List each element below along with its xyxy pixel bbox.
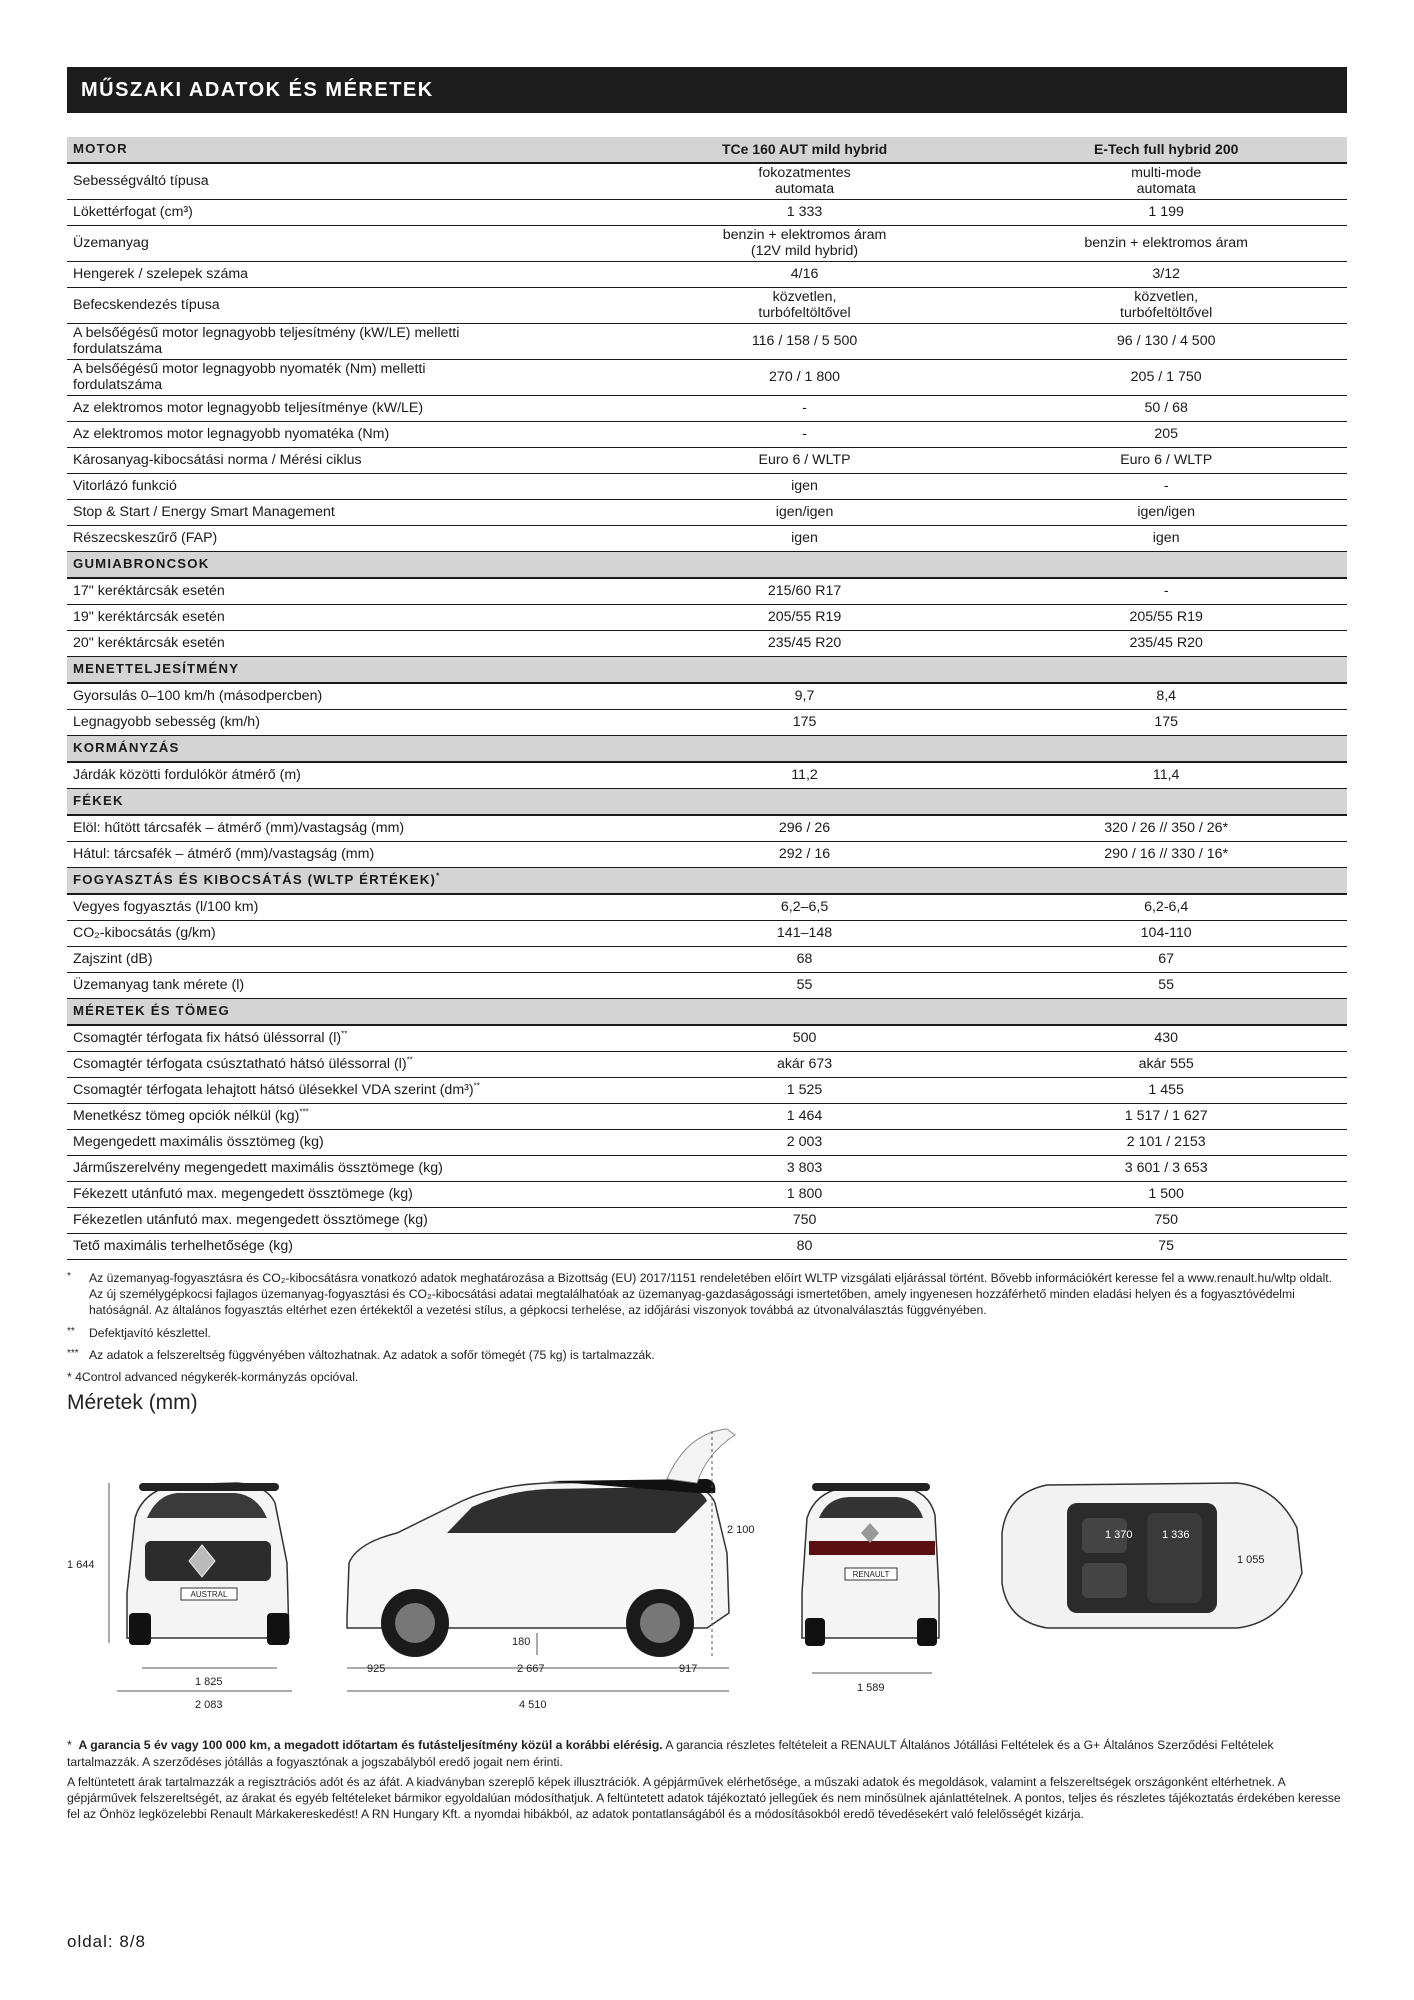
table-row (67, 200, 1347, 226)
value-etech200: - (985, 474, 1347, 500)
value-etech200: 1 199 (985, 200, 1347, 226)
front-badge: AUSTRAL (190, 1590, 228, 1600)
column-header (624, 552, 986, 579)
dim-top-c: 1 055 (1237, 1554, 1265, 1567)
value-tce160: 296 / 26 (624, 815, 986, 842)
table-row (67, 815, 1347, 842)
table-row (67, 578, 1347, 605)
row-label: Járdák közötti fordulókör átmérő (m) (67, 762, 624, 789)
footnote: * Az üzemanyag-fogyasztásra és CO₂-kibocsátásra vonatkozó adatok meghatározása a Bizottság (EU) 2017/1151 rendeletében előírt WLTP vizsgálati eljárással történt. Bővebb információkért keresse fel a www.renault.hu/wltp oldalt. Az új személygépkocsi fajlagos üzemanyag-fogyasztási és CO₂-kibocsátási adatai megtalálhatóak az üzemanyag-gazdaságossági ismertetőben, amely ingyenesen hozzáférhető minden eladási helyen és a fogyasztóvédelmi hatóságnál. Az általános fogyasztás eltérhet ezen értékektől a vezetési stílus, a gépkocsi terhelése, az időjárási viszonyok továbbá az útvonalválasztás függvényében. (67, 1271, 1333, 1318)
section-title: FÉKEK (67, 789, 624, 816)
value-tce160: 215/60 R17 (624, 578, 986, 605)
column-header: E-Tech full hybrid 200 (985, 137, 1347, 163)
column-header (985, 552, 1347, 579)
table-row (67, 973, 1347, 999)
section-header (67, 868, 1347, 895)
table-row (67, 631, 1347, 657)
dim-side-height: 2 100 (727, 1524, 755, 1537)
footer-text (67, 1737, 1347, 1822)
value-etech200: igen/igen (985, 500, 1347, 526)
dim-top-b: 1 336 (1162, 1529, 1190, 1542)
page-title: MŰSZAKI ADATOK ÉS MÉRETEK (67, 67, 1347, 113)
value-etech200: - (985, 578, 1347, 605)
value-tce160: 500 (624, 1025, 986, 1052)
value-etech200: 75 (985, 1234, 1347, 1260)
table-row (67, 422, 1347, 448)
row-label: Legnagyobb sebesség (km/h) (67, 710, 624, 736)
value-tce160: közvetlen, turbófeltöltővel (624, 288, 986, 324)
spec-page (67, 67, 1347, 1826)
footnotes (67, 1270, 1347, 1385)
section-title: GUMIABRONCSOK (67, 552, 624, 579)
rear-view-car (802, 1483, 939, 1646)
dimensions-title: Méretek (mm) (67, 1391, 198, 1415)
dim-rear-track: 1 589 (857, 1682, 885, 1695)
row-label: A belsőégésű motor legnagyobb teljesítmény (kW/LE) melletti fordulatszáma (67, 324, 624, 360)
value-tce160: 1 464 (624, 1104, 986, 1130)
value-tce160: - (624, 422, 986, 448)
row-label: Járműszerelvény megengedett maximális össztömege (kg) (67, 1156, 624, 1182)
footnote: *** Az adatok a felszereltség függvényében változhatnak. Az adatok a sofőr tömegét (75 kg) is tartalmazzák. (67, 1347, 655, 1362)
value-etech200: multi-mode automata (985, 163, 1347, 200)
spec-table (67, 137, 1347, 1260)
table-row (67, 226, 1347, 262)
value-etech200: 96 / 130 / 4 500 (985, 324, 1347, 360)
row-label: Hátul: tárcsafék – átmérő (mm)/vastagság (mm) (67, 842, 624, 868)
value-tce160: benzin + elektromos áram (12V mild hybrid) (624, 226, 986, 262)
value-etech200: 290 / 16 // 330 / 16* (985, 842, 1347, 868)
dim-rear-overhang: 917 (679, 1663, 698, 1676)
table-row (67, 1234, 1347, 1260)
row-label: 19" keréktárcsák esetén (67, 605, 624, 631)
table-row (67, 526, 1347, 552)
value-etech200: 6,2-6,4 (985, 894, 1347, 921)
value-tce160: akár 673 (624, 1052, 986, 1078)
section-title: MOTOR (67, 137, 624, 163)
column-header (624, 736, 986, 763)
value-tce160: igen/igen (624, 500, 986, 526)
dimension-drawings (67, 1423, 1347, 1723)
rear-badge: RENAULT (852, 1570, 890, 1580)
row-label: 20" keréktárcsák esetén (67, 631, 624, 657)
value-etech200: 11,4 (985, 762, 1347, 789)
value-etech200: 1 500 (985, 1182, 1347, 1208)
value-etech200: 175 (985, 710, 1347, 736)
section-header (67, 789, 1347, 816)
row-label: Csomagtér térfogata csúsztatható hátsó üléssorral (l)** (67, 1052, 624, 1078)
value-tce160: 2 003 (624, 1130, 986, 1156)
table-row (67, 1052, 1347, 1078)
row-label: CO₂-kibocsátás (g/km) (67, 921, 624, 947)
row-label: Befecskendezés típusa (67, 288, 624, 324)
value-etech200: akár 555 (985, 1052, 1347, 1078)
table-row (67, 324, 1347, 360)
value-tce160: 270 / 1 800 (624, 360, 986, 396)
value-etech200: 750 (985, 1208, 1347, 1234)
row-label: Csomagtér térfogata fix hátsó üléssorral (l)** (67, 1025, 624, 1052)
section-header (67, 999, 1347, 1026)
value-etech200: 205 / 1 750 (985, 360, 1347, 396)
row-label: Csomagtér térfogata lehajtott hátsó ülésekkel VDA szerint (dm³)** (67, 1078, 624, 1104)
column-header (985, 736, 1347, 763)
value-tce160: 116 / 158 / 5 500 (624, 324, 986, 360)
row-label: Tető maximális terhelhetősége (kg) (67, 1234, 624, 1260)
value-etech200: közvetlen, turbófeltöltővel (985, 288, 1347, 324)
dim-top-a: 1 370 (1105, 1529, 1133, 1542)
front-view-car (127, 1483, 289, 1645)
column-header: TCe 160 AUT mild hybrid (624, 137, 986, 163)
table-row (67, 163, 1347, 200)
section-header (67, 736, 1347, 763)
table-row (67, 1104, 1347, 1130)
row-label: Részecskeszűrő (FAP) (67, 526, 624, 552)
row-label: Sebességváltó típusa (67, 163, 624, 200)
table-row (67, 1156, 1347, 1182)
row-label: Megengedett maximális össztömeg (kg) (67, 1130, 624, 1156)
side-view-car (347, 1429, 735, 1657)
table-row (67, 1208, 1347, 1234)
footnote: * 4Control advanced négykerék-kormányzás opcióval. (67, 1370, 359, 1385)
page-number: oldal: 8/8 (67, 1932, 146, 1951)
value-tce160: 1 333 (624, 200, 986, 226)
value-etech200: 205 (985, 422, 1347, 448)
table-row (67, 360, 1347, 396)
car-dimension-svg (67, 1423, 1347, 1723)
value-tce160: 6,2–6,5 (624, 894, 986, 921)
warranty-note: * A garancia 5 év vagy 100 000 km, a megadott időtartam és futásteljesítmény közül a korábbi elérésig. A garancia részletes feltételeit a RENAULT Általános Jótállási Feltételek és a G+ Általános Szerződési Feltételek tartalmazzák. A szerződéses jótállás a fogyasztónak a jogszabályból eredő jogait nem érinti. (67, 1738, 1274, 1769)
value-etech200: 1 517 / 1 627 (985, 1104, 1347, 1130)
row-label: Menetkész tömeg opciók nélkül (kg)*** (67, 1104, 624, 1130)
value-tce160: Euro 6 / WLTP (624, 448, 986, 474)
value-tce160: 205/55 R19 (624, 605, 986, 631)
value-tce160: 750 (624, 1208, 986, 1234)
row-label: 17" keréktárcsák esetén (67, 578, 624, 605)
table-row (67, 448, 1347, 474)
value-etech200: 8,4 (985, 683, 1347, 710)
section-header (67, 137, 1347, 163)
row-label: Fékezett utánfutó max. megengedett össztömege (kg) (67, 1182, 624, 1208)
table-row (67, 500, 1347, 526)
value-etech200: 1 455 (985, 1078, 1347, 1104)
row-label: A belsőégésű motor legnagyobb nyomaték (Nm) melletti fordulatszáma (67, 360, 624, 396)
column-header (624, 657, 986, 684)
value-tce160: 292 / 16 (624, 842, 986, 868)
table-row (67, 683, 1347, 710)
table-row (67, 396, 1347, 422)
table-row (67, 1130, 1347, 1156)
value-etech200: 3/12 (985, 262, 1347, 288)
value-tce160: 11,2 (624, 762, 986, 789)
table-row (67, 1182, 1347, 1208)
value-tce160: fokozatmentes automata (624, 163, 986, 200)
value-etech200: 320 / 26 // 350 / 26* (985, 815, 1347, 842)
table-row (67, 262, 1347, 288)
value-etech200: benzin + elektromos áram (985, 226, 1347, 262)
row-label: Stop & Start / Energy Smart Management (67, 500, 624, 526)
column-header (985, 789, 1347, 816)
table-row (67, 842, 1347, 868)
section-title: MENETTELJESÍTMÉNY (67, 657, 624, 684)
value-tce160: 9,7 (624, 683, 986, 710)
column-header (985, 868, 1347, 895)
value-etech200: igen (985, 526, 1347, 552)
value-tce160: - (624, 396, 986, 422)
row-label: Gyorsulás 0–100 km/h (másodpercben) (67, 683, 624, 710)
value-tce160: 80 (624, 1234, 986, 1260)
value-etech200: 430 (985, 1025, 1347, 1052)
value-etech200: 2 101 / 2153 (985, 1130, 1347, 1156)
row-label: Üzemanyag tank mérete (l) (67, 973, 624, 999)
dim-front-width: 2 083 (195, 1699, 223, 1712)
table-row (67, 1025, 1347, 1052)
table-row (67, 921, 1347, 947)
table-row (67, 474, 1347, 500)
value-tce160: igen (624, 526, 986, 552)
footnote: ** Defektjavító készlettel. (67, 1325, 211, 1340)
row-label: Az elektromos motor legnagyobb teljesítménye (kW/LE) (67, 396, 624, 422)
table-row (67, 605, 1347, 631)
value-tce160: 175 (624, 710, 986, 736)
table-row (67, 947, 1347, 973)
table-row (67, 710, 1347, 736)
value-tce160: 235/45 R20 (624, 631, 986, 657)
table-row (67, 894, 1347, 921)
dim-length: 4 510 (519, 1699, 547, 1712)
dim-wheelbase: 2 667 (517, 1663, 545, 1676)
row-label: Hengerek / szelepek száma (67, 262, 624, 288)
section-header (67, 657, 1347, 684)
row-label: Az elektromos motor legnagyobb nyomatéka (Nm) (67, 422, 624, 448)
value-etech200: 50 / 68 (985, 396, 1347, 422)
section-title: FOGYASZTÁS ÉS KIBOCSÁTÁS (WLTP ÉRTÉKEK)* (67, 868, 624, 895)
value-etech200: 3 601 / 3 653 (985, 1156, 1347, 1182)
value-tce160: 68 (624, 947, 986, 973)
value-etech200: 104-110 (985, 921, 1347, 947)
row-label: Zajszint (dB) (67, 947, 624, 973)
table-row (67, 762, 1347, 789)
section-title: KORMÁNYZÁS (67, 736, 624, 763)
dim-ground-clearance: 180 (512, 1636, 531, 1649)
section-title: MÉRETEK ÉS TÖMEG (67, 999, 624, 1026)
value-etech200: 67 (985, 947, 1347, 973)
value-tce160: igen (624, 474, 986, 500)
dim-front-height: 1 644 (67, 1559, 95, 1572)
value-tce160: 1 525 (624, 1078, 986, 1104)
dim-front-overhang: 925 (367, 1663, 386, 1676)
column-header (624, 999, 986, 1026)
row-label: Fékezetlen utánfutó max. megengedett össztömege (kg) (67, 1208, 624, 1234)
row-label: Üzemanyag (67, 226, 624, 262)
table-row (67, 288, 1347, 324)
section-header (67, 552, 1347, 579)
value-tce160: 3 803 (624, 1156, 986, 1182)
table-row (67, 1078, 1347, 1104)
value-etech200: 235/45 R20 (985, 631, 1347, 657)
value-tce160: 1 800 (624, 1182, 986, 1208)
value-tce160: 55 (624, 973, 986, 999)
row-label: Vitorlázó funkció (67, 474, 624, 500)
value-tce160: 141–148 (624, 921, 986, 947)
row-label: Lökettérfogat (cm³) (67, 200, 624, 226)
row-label: Elöl: hűtött tárcsafék – átmérő (mm)/vastagság (mm) (67, 815, 624, 842)
column-header (985, 999, 1347, 1026)
column-header (624, 789, 986, 816)
column-header (624, 868, 986, 895)
row-label: Vegyes fogyasztás (l/100 km) (67, 894, 624, 921)
value-etech200: 205/55 R19 (985, 605, 1347, 631)
disclaimer: A feltüntetett árak tartalmazzák a regisztrációs adót és az áfát. A kiadványban szereplő képek illusztrációk. A gépjárművek elérhetősége, a műszaki adatok és megoldások, valamint a felszereltségek országonként eltérhetnek. A gépjárművek felszereltségét, az árakat és egyéb feltételeket bármikor egyoldalúan módosíthatjuk. A feltüntetett adatok tájékoztató jellegűek és nem minősülnek ajánlattételnek. A pontos, teljes és részletes tájékoztatás érdekében keresse fel az Önhöz legközelebbi Renault Márkakereskedést! A RN Hungary Kft. a nyomdai hibákból, az adatok pontatlanságából és a módosításokból eredő tévedésekért való felelősségét kizárja. (67, 1774, 1341, 1822)
row-label: Károsanyag-kibocsátási norma / Mérési ciklus (67, 448, 624, 474)
column-header (985, 657, 1347, 684)
dim-front-track: 1 825 (195, 1676, 223, 1689)
value-etech200: 55 (985, 973, 1347, 999)
value-etech200: Euro 6 / WLTP (985, 448, 1347, 474)
value-tce160: 4/16 (624, 262, 986, 288)
